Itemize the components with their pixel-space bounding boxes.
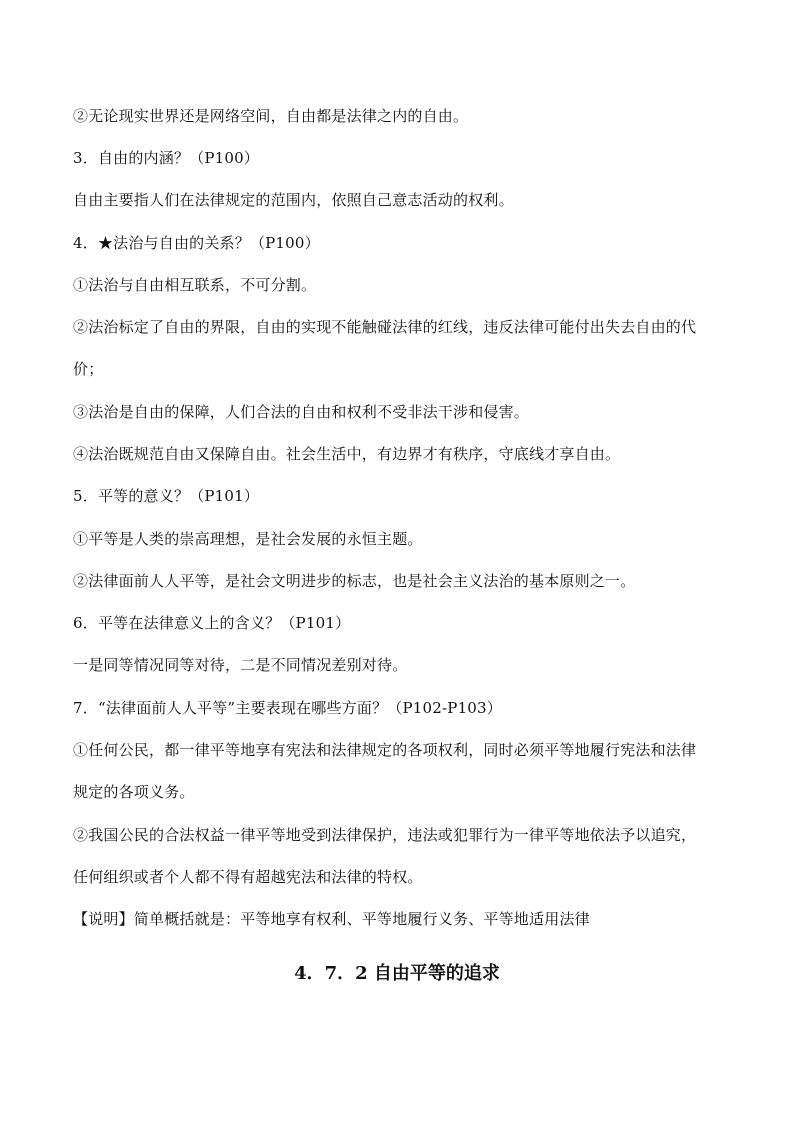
question-heading: 4．★法治与自由的关系？（P100） bbox=[73, 234, 320, 252]
paragraph-line: ③法治是自由的保障，人们合法的自由和权利不受非法干涉和侵害。 bbox=[73, 403, 530, 421]
question-heading: 7．“法律面前人人平等”主要表现在哪些方面？（P102-P103） bbox=[73, 699, 502, 717]
paragraph-line: 价； bbox=[73, 360, 104, 378]
note-line: 【说明】简单概括就是：平等地享有权利、平等地履行义务、平等地适用法律 bbox=[73, 910, 590, 928]
paragraph-line: 任何组织或者个人都不得有超越宪法和法律的特权。 bbox=[73, 868, 423, 886]
paragraph-line: 规定的各项义务。 bbox=[73, 783, 195, 801]
paragraph-line: ②法治标定了自由的界限，自由的实现不能触碰法律的红线，违反法律可能付出失去自由的代 bbox=[73, 318, 697, 336]
paragraph-line: ②我国公民的合法权益一律平等地受到法律保护，违法或犯罪行为一律平等地依法予以追究， bbox=[73, 826, 697, 844]
question-heading: 5．平等的意义？（P101） bbox=[73, 487, 260, 505]
question-heading: 6．平等在法律意义上的含义？（P101） bbox=[73, 614, 351, 632]
paragraph-line: ②无论现实世界还是网络空间，自由都是法律之内的自由。 bbox=[73, 107, 469, 125]
paragraph-line: ④法治既规范自由又保障自由。社会生活中，有边界才有秩序，守底线才享自由。 bbox=[73, 445, 621, 463]
paragraph-line: 自由主要指人们在法律规定的范围内，依照自己意志活动的权利。 bbox=[73, 191, 514, 209]
section-heading: 4．7．2 自由平等的追求 bbox=[294, 963, 500, 984]
question-heading: 3．自由的内涵？（P100） bbox=[73, 149, 260, 167]
paragraph-line: ①法治与自由相互联系，不可分割。 bbox=[73, 276, 317, 294]
paragraph-line: ①平等是人类的崇高理想，是社会发展的永恒主题。 bbox=[73, 530, 423, 548]
paragraph-line: 一是同等情况同等对待，二是不同情况差别对待。 bbox=[73, 656, 408, 674]
paragraph-line: ①任何公民，都一律平等地享有宪法和法律规定的各项权利，同时必须平等地履行宪法和法律 bbox=[73, 741, 697, 759]
paragraph-line: ②法律面前人人平等，是社会文明进步的标志，也是社会主义法治的基本原则之一。 bbox=[73, 572, 636, 590]
